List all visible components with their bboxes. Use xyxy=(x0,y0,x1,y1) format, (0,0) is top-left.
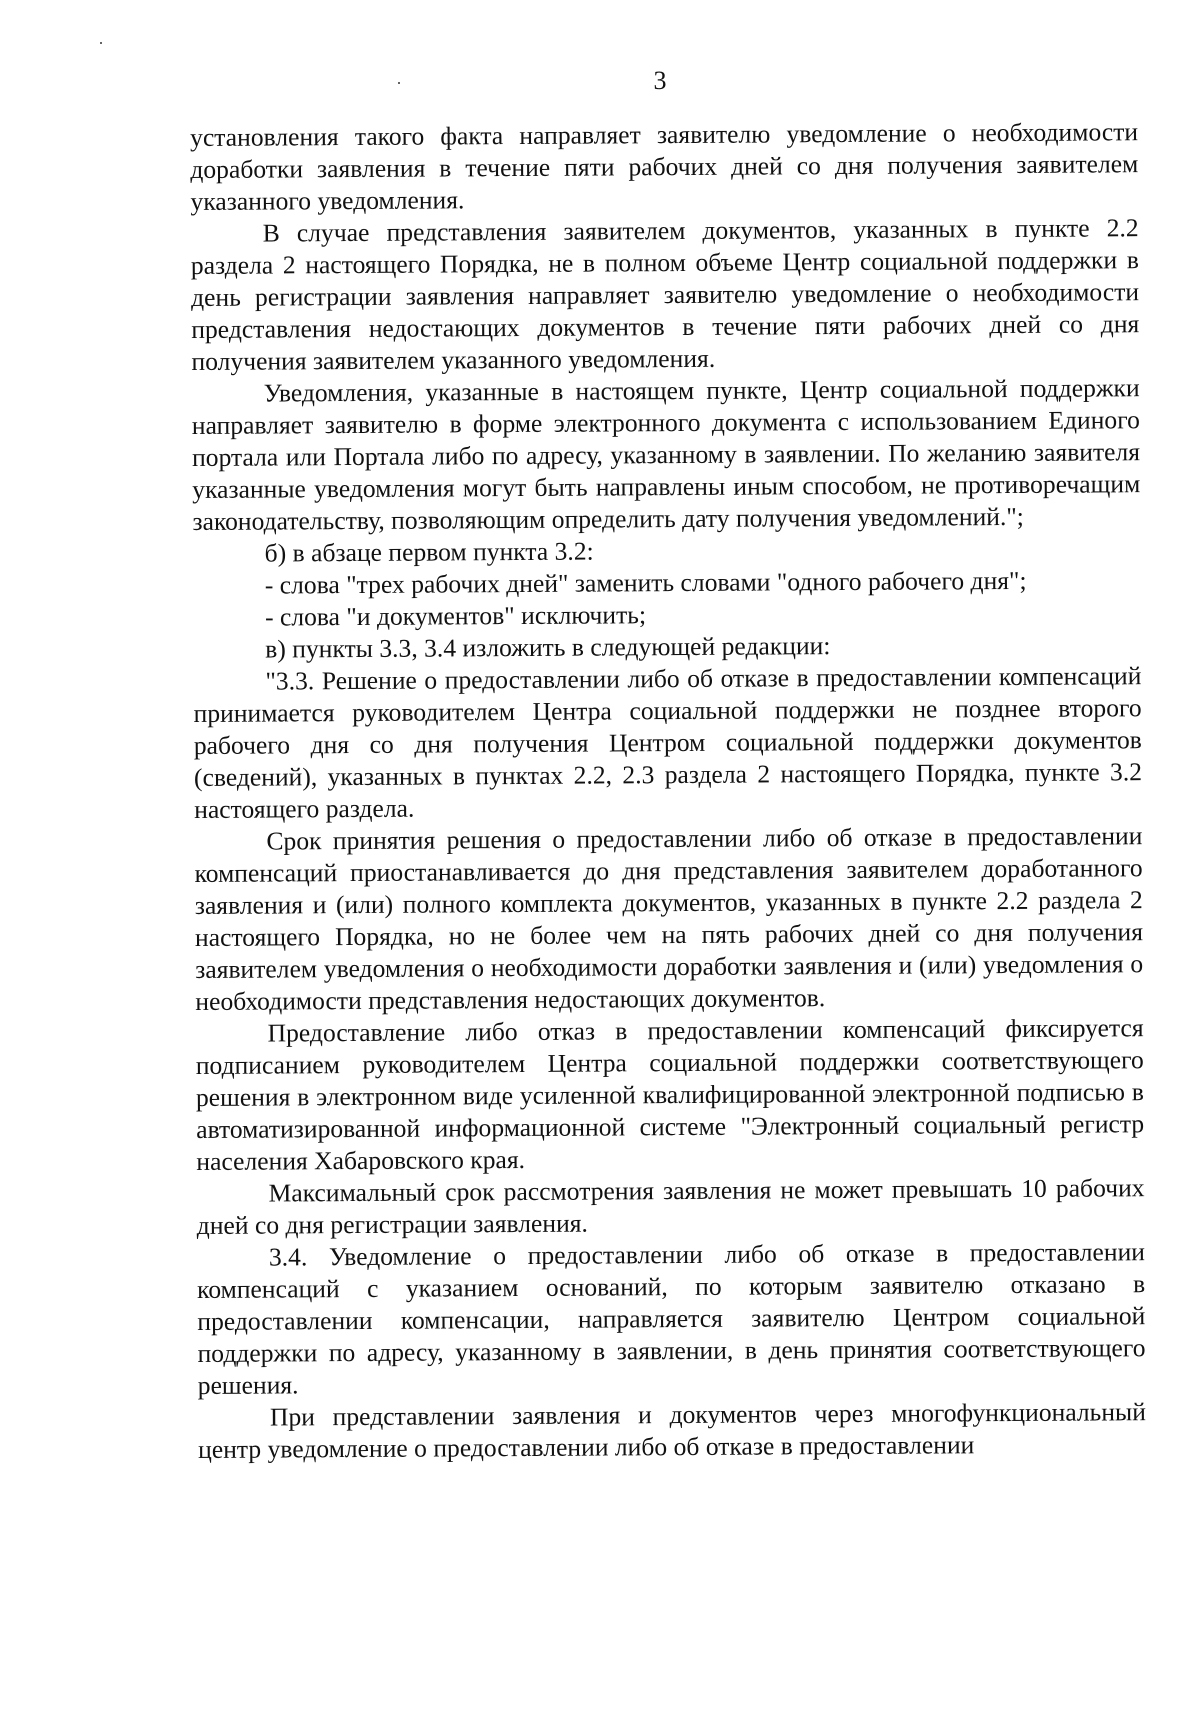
scan-speck xyxy=(100,42,102,44)
paragraph: При представлении заявления и документов через многофункциональный центр уведомление о предоставлении либо об отказе в предоставлении xyxy=(198,1397,1146,1464)
paragraph: - слова "трех рабочих дней" заменить словами "одного рабочего дня"; xyxy=(264,565,1027,600)
paragraph: Максимальный срок рассмотрения заявления не может превышать 10 рабочих дней со дня регистрации заявления. xyxy=(196,1173,1145,1240)
paragraph: установления такого факта направляет заявителю уведомление о необходимости доработки заявления в течение пяти рабочих дней со дня получения заявителем указанного уведомления. xyxy=(190,117,1139,216)
document-body xyxy=(190,116,1146,1466)
paragraph: б) в абзаце первом пункта 3.2: xyxy=(264,536,594,568)
paragraph: Уведомления, указанные в настоящем пункте, Центр социальной поддержки направляет заявителю в форме электронного документа с использованием Единого портала или Портала либо по адресу, указанному в заявлении. По желанию заявителя указанные уведомления могут быть направлены иным способом, не противоречащим законодательству, позволяющим определить дату получения уведомлений."; xyxy=(191,373,1141,536)
paragraph: Предоставление либо отказ в предоставлении компенсаций фиксируется подписанием руководителем Центра социальной поддержки соответствующего решения в электронном виде усиленной квалифицированной электронной подписью в автоматизированной информационной системе "Электронный социальный регистр населения Хабаровского края. xyxy=(195,1013,1145,1176)
paragraph: Срок принятия решения о предоставлении либо об отказе в предоставлении компенсаций приостанавливается до дня представления заявителем доработанного заявления и (или) полного комплекта документов, указанных в пункте 2.2 раздела 2 настоящего Порядка, но не более чем на пять рабочих дней со дня получения заявителем уведомления о необходимости доработки заявления и (или) уведомления о необходимости представления недостающих документов. xyxy=(194,821,1144,1016)
page-number: 3 xyxy=(653,66,667,95)
paragraph: 3.4. Уведомление о предоставлении либо об отказе в предоставлении компенсаций с указанием оснований, по которым заявителю отказано в предоставлении компенсации, направляется заявителю Центром социальной поддержки по адресу, указанному в заявлении, в день принятия соответствующего решения. xyxy=(197,1237,1146,1400)
paragraph: в) пункты 3.3, 3.4 изложить в следующей редакции: xyxy=(265,631,831,664)
paragraph: "3.3. Решение о предоставлении либо об отказе в предоставлении компенсаций принимается руководителем Центра социальной поддержки не позднее второго рабочего дня со дня получения Центром социальной поддержки документов (сведений), указанных в пунктах 2.2, 2.3 раздела 2 настоящего Порядка, пункте 3.2 настоящего раздела. xyxy=(193,661,1143,824)
paragraph: - слова "и документов" исключить; xyxy=(264,600,647,632)
paragraph: В случае представления заявителем документов, указанных в пункте 2.2 раздела 2 настоящего Порядка, не в полном объеме Центр социальной поддержки в день регистрации заявления направляет заявителю уведомление о необходимости представления недостающих документов в течение пяти рабочих дней со дня получения заявителем указанного уведомления. xyxy=(190,213,1140,376)
